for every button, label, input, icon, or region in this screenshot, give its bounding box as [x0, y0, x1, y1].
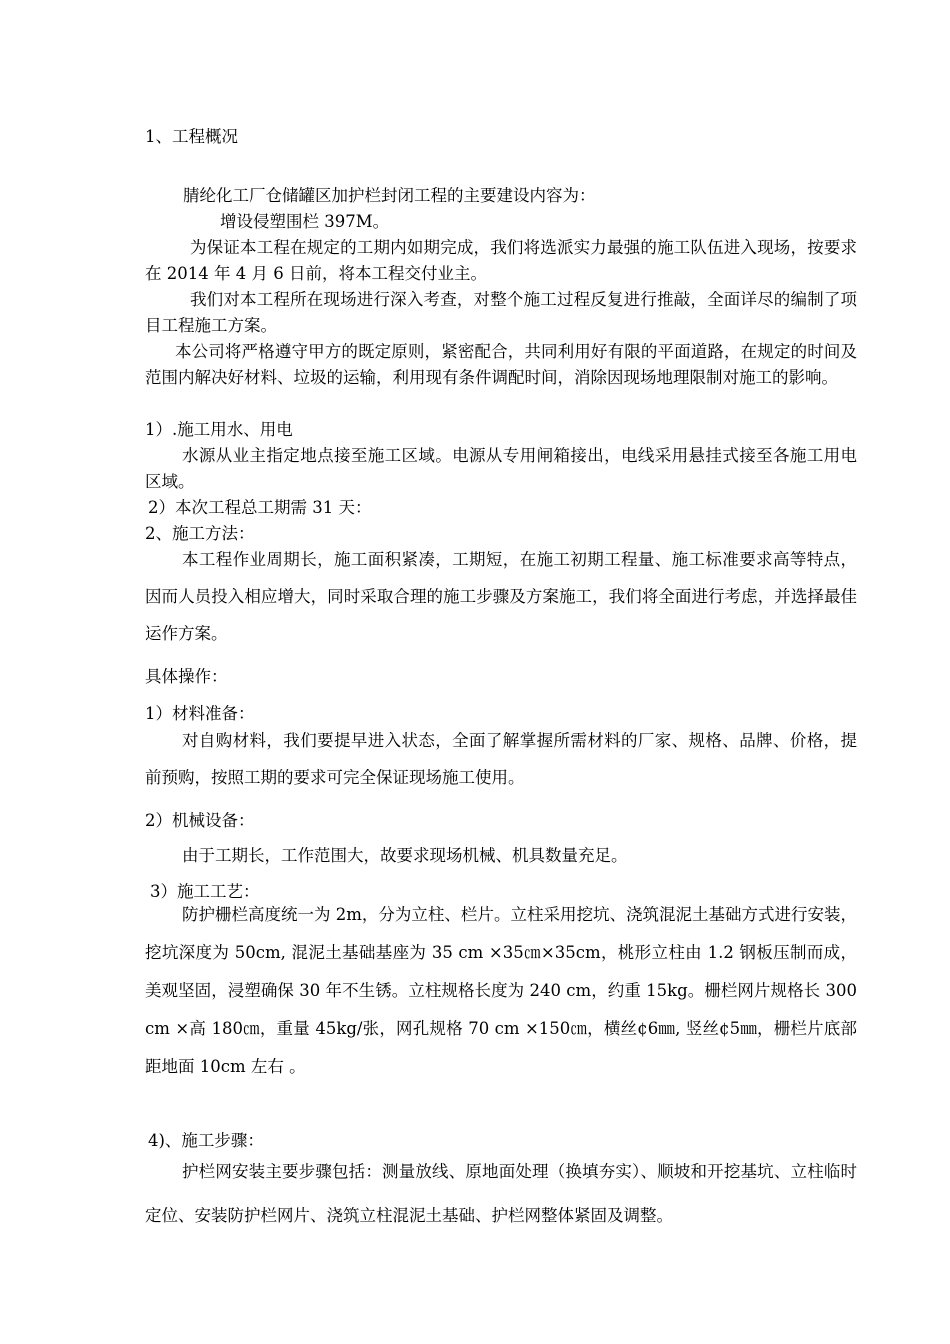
section-heading-equipment: 2）机械设备：	[145, 811, 255, 830]
section-heading-methods: 2、施工方法：	[145, 524, 255, 543]
paragraph-equipment: 由于工期长，工作范围大，故要求现场机械、机具数量充足。	[182, 846, 628, 865]
section-heading-overview: 1、工程概况	[145, 127, 238, 146]
paragraph-process: 防护栅栏高度统一为 2m，分为立柱、栏片。立柱采用挖坑、浇筑混泥土基础方式进行安装，挖坑深度为 50cm, 混泥土基础基座为 35 cm ×35㎝×35cm，桃形立柱由 1.2 钢板压制而成，美观坚固，浸塑确保 30 年不生锈。立柱规格长度为 240 cm，约重 15kg。栅栏网片规格长 300 cm ×高 180㎝，重量 45kg/张，网孔规格 70 cm ×150㎝，横丝¢6㎜, 竖丝¢5㎜，栅栏片底部距地面 10cm 左右 。	[145, 905, 857, 1076]
paragraph-steps: 护栏网安装主要步骤包括：测量放线、原地面处理（换填夯实）、顺坡和开挖基坑、立柱临时定位、安装防护栏网片、浇筑立柱混泥土基础、护栏网整体紧固及调整。	[145, 1162, 857, 1225]
paragraph-fence-length: 增设侵塑围栏 397M。	[220, 212, 390, 231]
section-heading-operations: 具体操作：	[145, 667, 228, 686]
paragraph-site-survey: 我们对本工程所在现场进行深入考查，对整个施工过程反复进行推敲，全面详尽的编制了项目工程施工方案。	[145, 290, 857, 335]
section-heading-duration: 2）本次工程总工期需 31 天：	[148, 498, 372, 517]
section-heading-process: 3）施工工艺：	[150, 882, 260, 901]
paragraph-water-power: 水源从业主指定地点接至施工区域。电源从专用闸箱接出，电线采用悬挂式接至各施工用电区域。	[145, 446, 857, 491]
section-heading-steps: 4)、施工步骤：	[148, 1131, 264, 1150]
paragraph-schedule: 为保证本工程在规定的工期内如期完成，我们将选派实力最强的施工队伍进入现场，按要求在 2014 年 4 月 6 日前，将本工程交付业主。	[145, 238, 857, 283]
paragraph-principles: 本公司将严格遵守甲方的既定原则，紧密配合，共同利用好有限的平面道路，在规定的时间及范围内解决好材料、垃圾的运输，利用现有条件调配时间，消除因现场地理限制对施工的影响。	[145, 342, 857, 387]
paragraph-construction-content: 腈纶化工厂仓储罐区加护栏封闭工程的主要建设内容为：	[183, 186, 596, 205]
paragraph-materials: 对自购材料，我们要提早进入状态，全面了解掌握所需材料的厂家、规格、品牌、价格，提前预购，按照工期的要求可完全保证现场施工使用。	[145, 731, 857, 787]
section-heading-water-power: 1）.施工用水、用电	[145, 420, 293, 439]
section-heading-materials: 1）材料准备：	[145, 704, 255, 723]
paragraph-methods: 本工程作业周期长，施工面积紧凑，工期短，在施工初期工程量、施工标准要求高等特点，因而人员投入相应增大，同时采取合理的施工步骤及方案施工，我们将全面进行考虑，并选择最佳运作方案。	[145, 550, 857, 643]
